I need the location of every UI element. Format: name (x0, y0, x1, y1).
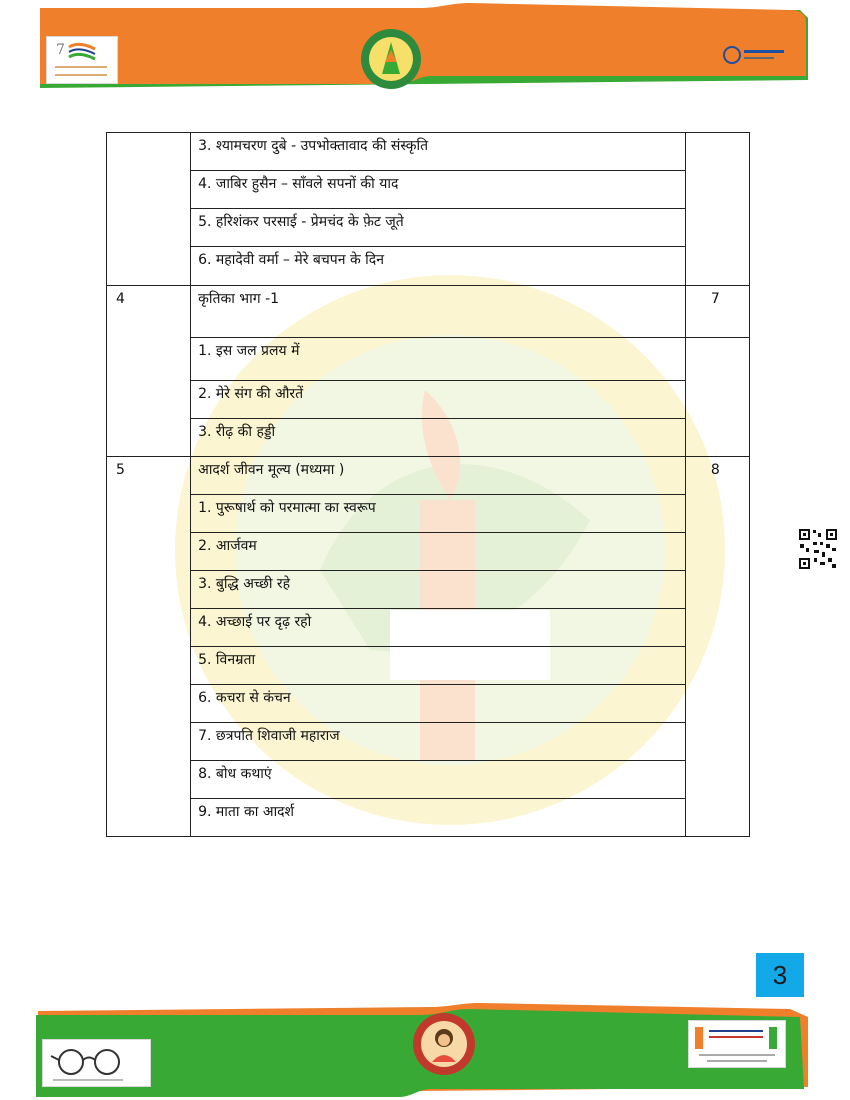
marks-value (686, 133, 749, 138)
section-number-cell (107, 457, 191, 837)
qr-code-icon[interactable] (798, 528, 838, 570)
topic-cell (191, 457, 686, 495)
topic-cell (191, 133, 686, 171)
topic-cell (191, 571, 686, 609)
marks-cell (685, 338, 749, 457)
svg-text:7: 7 (56, 42, 65, 58)
table-row (107, 381, 750, 419)
topic-text: 9. माता का आदर्श (198, 804, 295, 820)
topic-text: 6. कचरा से कंचन (198, 690, 291, 706)
topic-cell (191, 647, 686, 685)
table-row (107, 533, 750, 571)
topic-text: 7. छत्रपति शिवाजी महाराज (198, 728, 340, 744)
topic-text: 5. विनम्रता (198, 652, 256, 668)
topic-text: आदर्श जीवन मूल्य (मध्यमा ) (198, 462, 345, 478)
azadi-ka-amrit-mahotsav-logo (46, 36, 118, 84)
section-number: 5 (116, 462, 125, 478)
topic-cell (191, 171, 686, 209)
table-row (107, 799, 750, 837)
topic-text: 5. हरिशंकर परसाई - प्रेमचंद के फ़ेट जूते (198, 214, 404, 230)
topic-cell (191, 286, 686, 338)
marks-value: 8 (710, 462, 720, 478)
digital-india-logo (722, 42, 792, 68)
page-number-badge (756, 953, 804, 997)
topic-text: 3. बुद्धि अच्छी रहे (198, 576, 291, 592)
topic-text: 2. मेरे संग की औरतें (198, 386, 304, 402)
beti-bachao-emblem-footer (412, 1012, 476, 1076)
table-row (107, 247, 750, 286)
board-emblem-header (360, 28, 422, 90)
table-row (107, 571, 750, 609)
section-number-cell (107, 286, 191, 457)
table-row (107, 286, 750, 338)
table-row (107, 761, 750, 799)
topic-cell (191, 247, 686, 286)
topic-text: 3. रीढ़ की हड्डी (198, 424, 276, 440)
section-number (107, 133, 190, 138)
topic-text: 2. आर्जवम (198, 538, 257, 554)
table-row (107, 685, 750, 723)
topic-text: 3. श्यामचरण दुबे - उपभोक्तावाद की संस्कृति (198, 138, 429, 154)
marks-value (686, 338, 749, 343)
table-row (107, 609, 750, 647)
topic-cell (191, 685, 686, 723)
section-number-cell (107, 133, 191, 286)
table-row (107, 209, 750, 247)
topic-text: 4. जाबिर हुसैन – साँवले सपनों की याद (198, 176, 399, 192)
table-row (107, 171, 750, 209)
marks-cell (685, 133, 749, 286)
table-row (107, 723, 750, 761)
topic-cell (191, 419, 686, 457)
topic-cell (191, 533, 686, 571)
topic-text: कृतिका भाग -1 (198, 291, 280, 307)
topic-cell (191, 723, 686, 761)
table-row (107, 419, 750, 457)
topic-cell (191, 799, 686, 837)
topic-cell (191, 209, 686, 247)
marks-value: 7 (710, 291, 720, 307)
topic-text: 1. पुरूषार्थ को परमात्मा का स्वरूप (198, 500, 376, 516)
table-row (107, 457, 750, 495)
marks-cell (685, 286, 749, 338)
swachh-bharat-logo (42, 1039, 151, 1087)
topic-cell (191, 381, 686, 419)
table-row (107, 495, 750, 533)
section-number: 4 (116, 291, 125, 307)
marks-cell (685, 457, 749, 837)
topic-text: 4. अच्छाई पर दृढ़ रहो (198, 614, 312, 630)
table-row (107, 338, 750, 381)
topic-cell (191, 761, 686, 799)
table-row (107, 133, 750, 171)
table-row (107, 647, 750, 685)
right-to-education-logo (688, 1020, 786, 1068)
topic-text: 6. महादेवी वर्मा – मेरे बचपन के दिन (198, 252, 384, 268)
topic-cell (191, 338, 686, 381)
page-number: 3 (772, 960, 788, 990)
topic-cell (191, 495, 686, 533)
topic-text: 8. बोध कथाएं (198, 766, 272, 782)
topic-cell (191, 609, 686, 647)
topic-text: 1. इस जल प्रलय में (198, 343, 300, 359)
syllabus-table (106, 132, 750, 837)
